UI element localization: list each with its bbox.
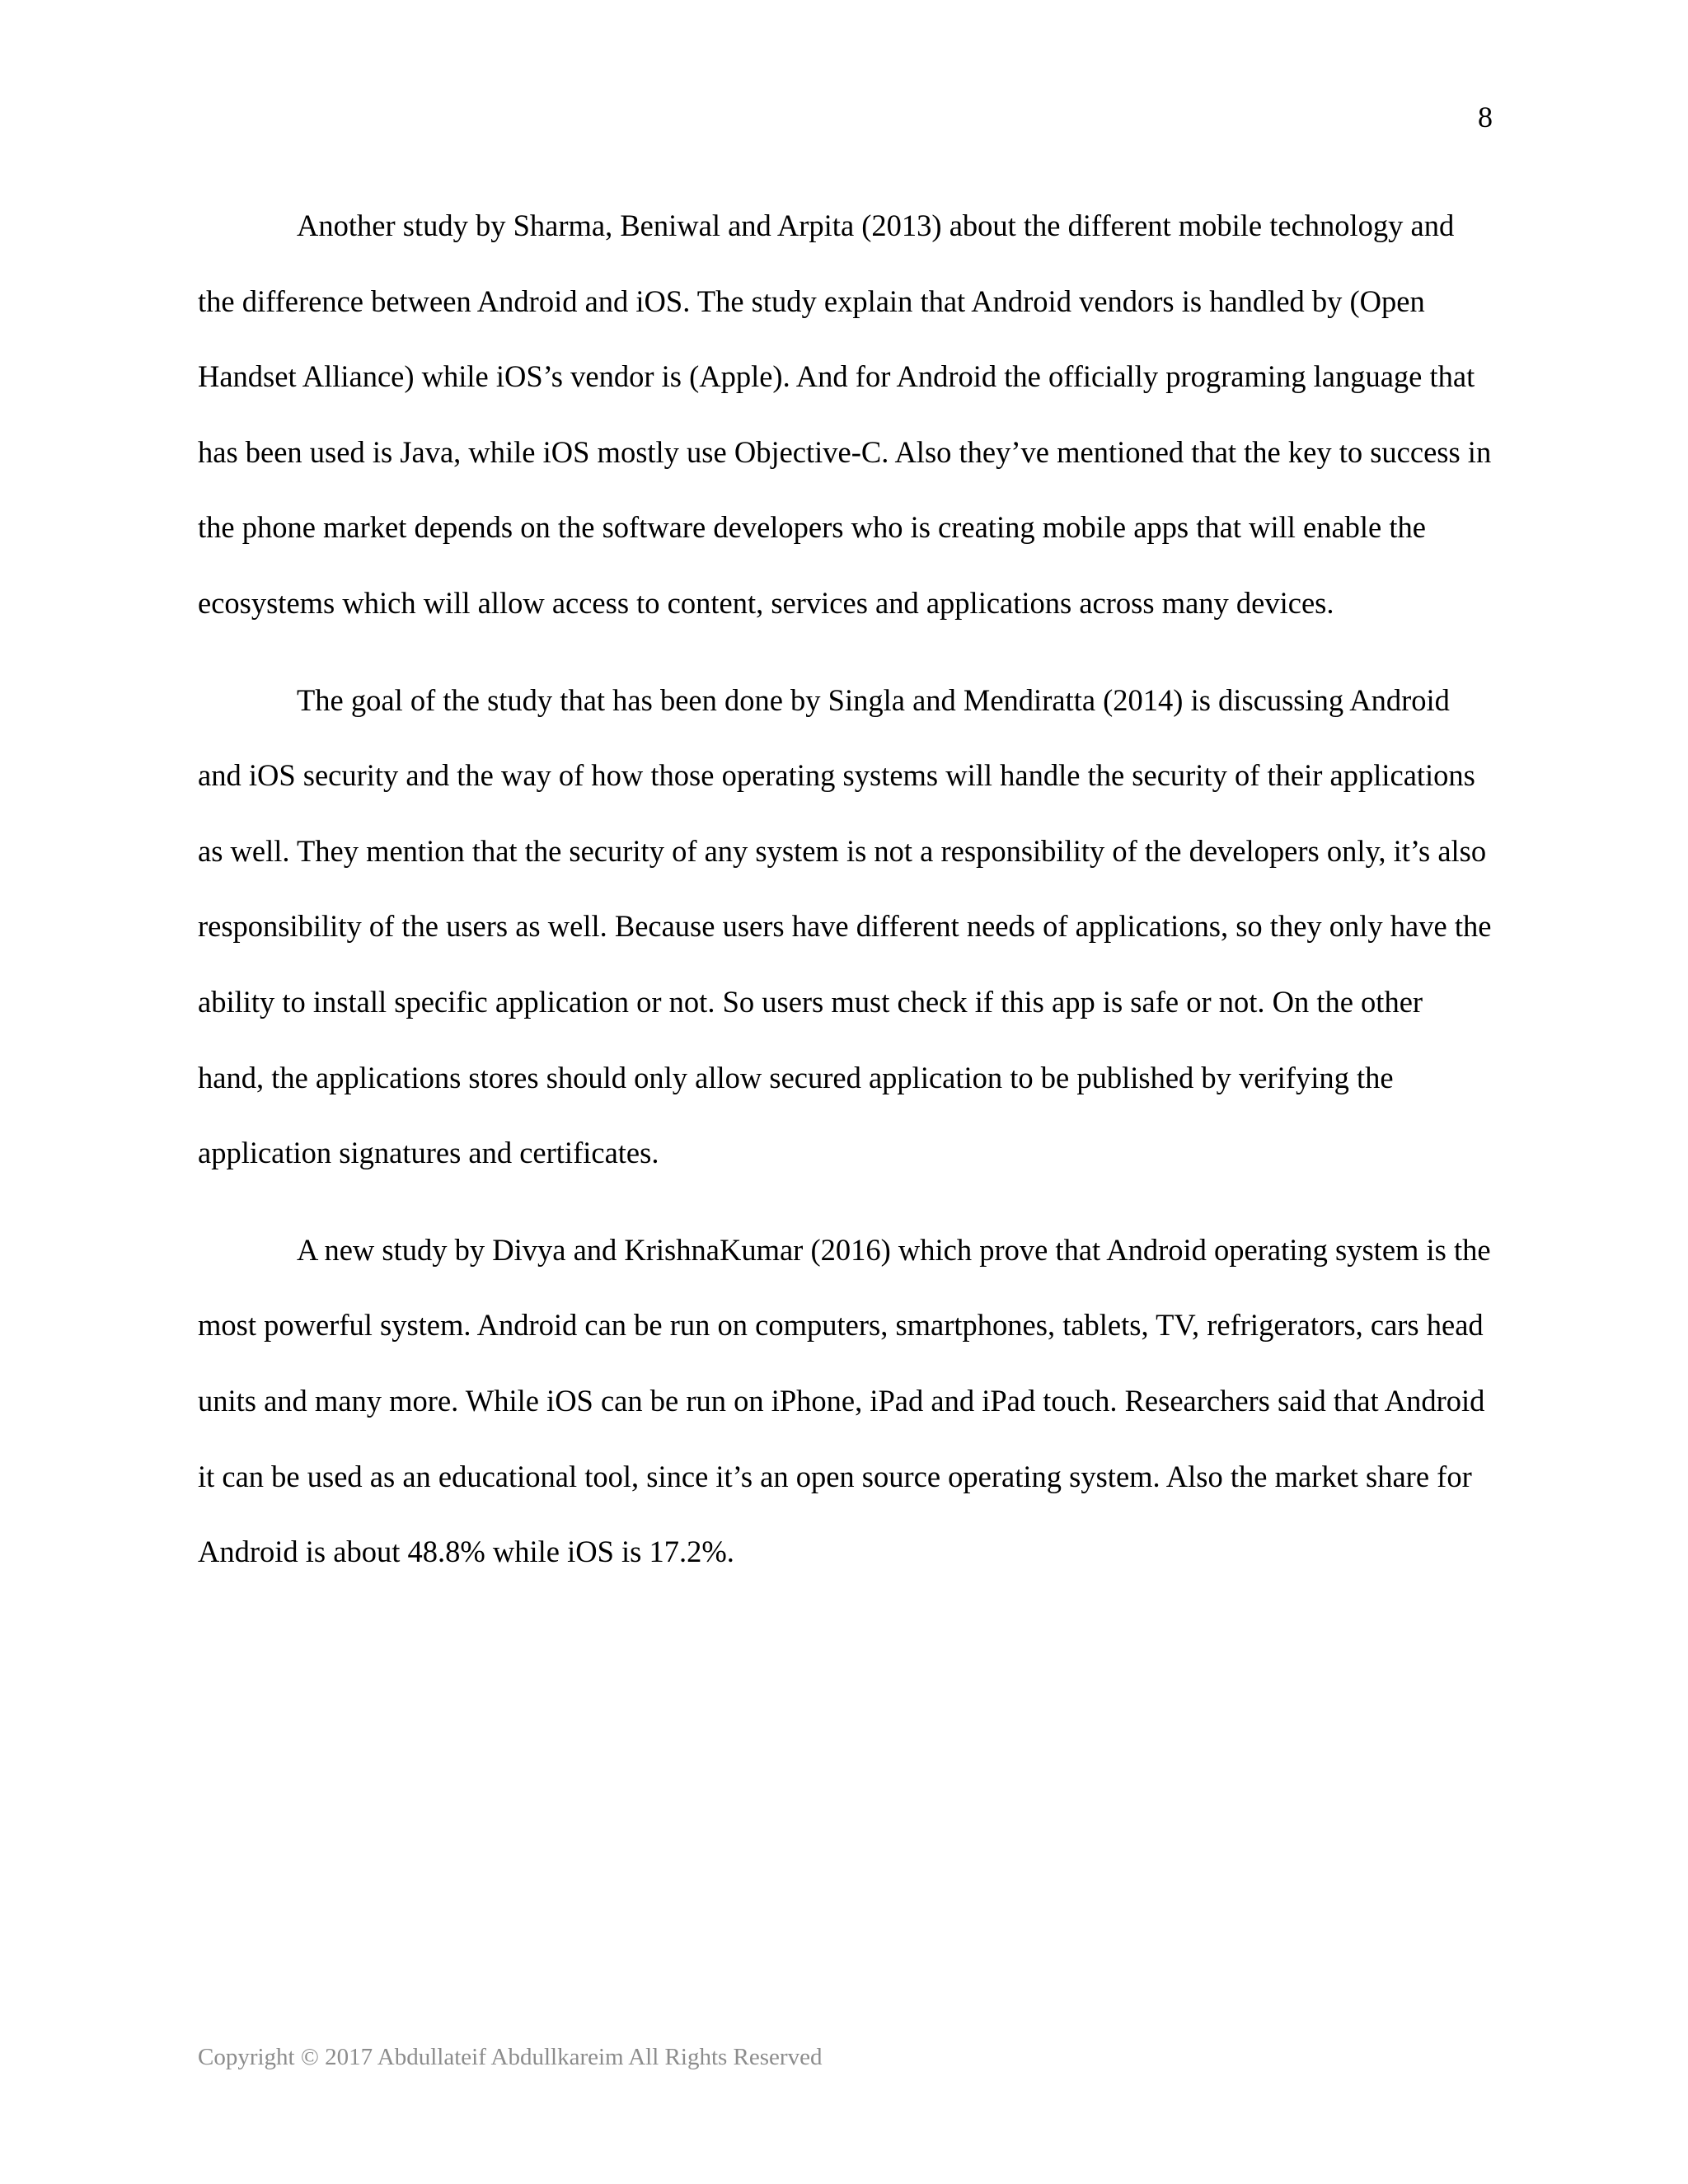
copyright-footer: Copyright © 2017 Abdullateif Abdullkareim All Rights Reserved	[198, 2044, 823, 2070]
paragraph-2: The goal of the study that has been done by Singla and Mendiratta (2014) is discussing Android and iOS security and the way of how those operating systems will handle the security of their applications as well. They mention that the security of any system is not a responsibility of the developers only, it’s also responsibility of the users as well. Because users have different needs of applications, so they only have the ability to install specific application or not. So users must check if this app is safe or not. On the other hand, the applications stores should only allow secured application to be published by verifying the application signatures and certificates.	[198, 682, 1492, 1170]
body-text	[198, 188, 1492, 1611]
paragraph-3: A new study by Divya and KrishnaKumar (2016) which prove that Android operating system is the most powerful system. Android can be run on computers, smartphones, tablets, TV, refrigerators, cars head units and many more. While iOS can be run on iPhone, iPad and iPad touch. Researchers said that Android it can be used as an educational tool, since it’s an open source operating system. Also the market share for Android is about 48.8% while iOS is 17.2%.	[198, 1232, 1491, 1569]
paragraph-1: Another study by Sharma, Beniwal and Arpita (2013) about the different mobile technology and the difference between Android and iOS. The study explain that Android vendors is handled by (Open Handset Alliance) while iOS’s vendor is (Apple). And for Android the officially programing language that has been used is Java, while iOS mostly use Objective-C. Also they’ve mentioned that the key to success in the phone market depends on the software developers who is creating mobile apps that will enable the ecosystems which will allow access to content, services and applications across many devices.	[198, 209, 1492, 620]
page-number: 8	[1478, 101, 1493, 134]
